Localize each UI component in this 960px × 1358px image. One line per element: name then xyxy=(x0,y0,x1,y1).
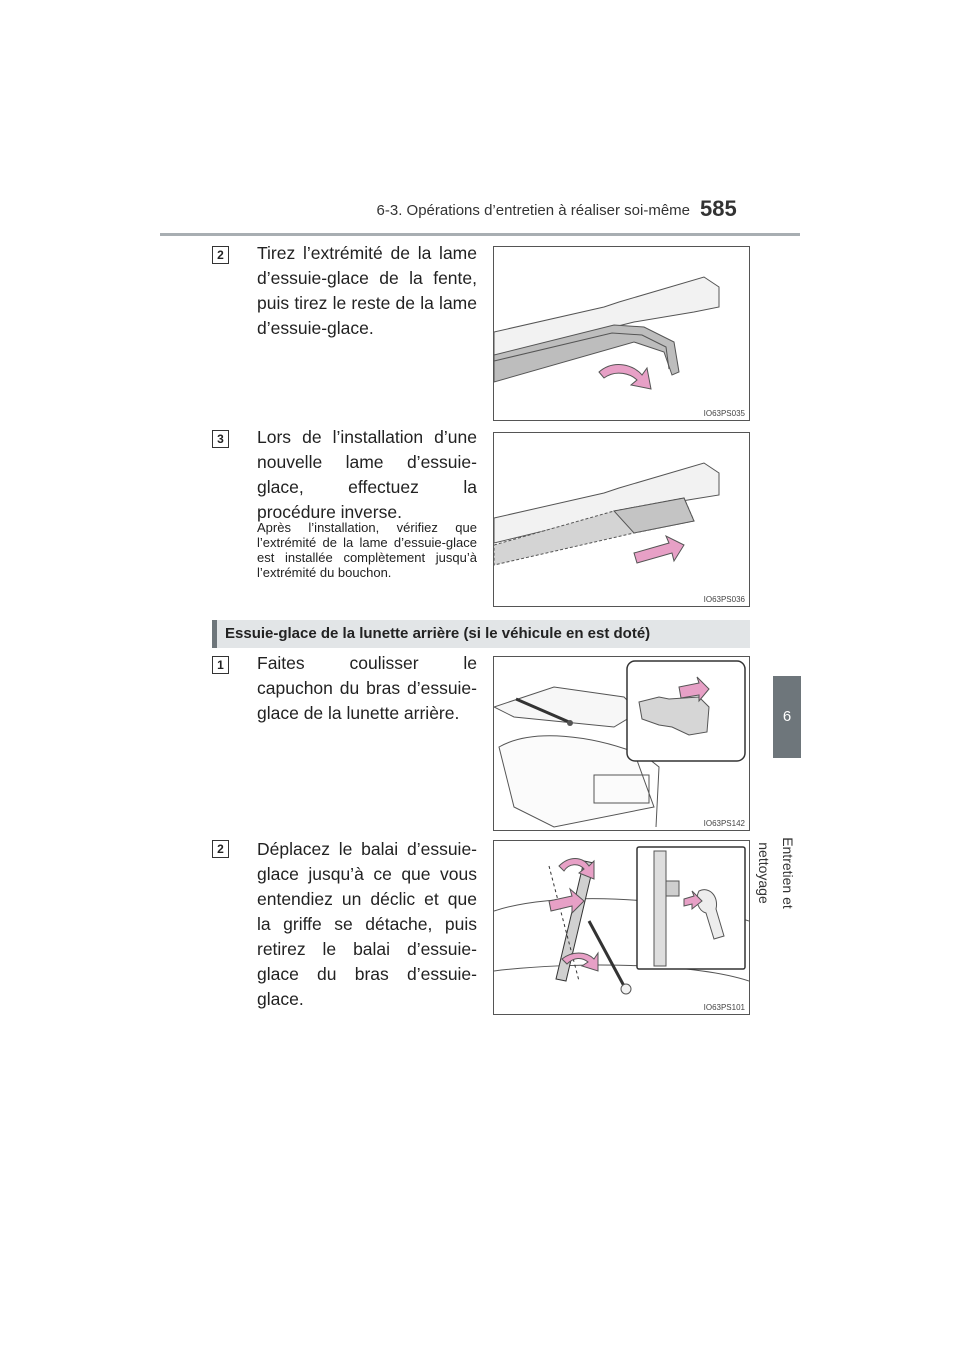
step-text: Déplacez le balai d’essuie-glace jusqu’à ce que vous entendiez un déclic et que la griffe se détache, puis retirez le balai d’essuie-glace du bras d’essuie-glace. xyxy=(257,839,477,1009)
arrow-icon xyxy=(599,365,651,389)
step-text: Tirez l’extrémité de la lame d’essuie-glace de la fente, puis tirez le reste de la lame d’essuie-glace. xyxy=(257,243,477,338)
rear-wiper-cap-illustration xyxy=(494,657,749,830)
figure-wiper-blade-install xyxy=(493,432,750,607)
step-number: 2 xyxy=(212,840,229,858)
figure-rear-wiper-blade-removal xyxy=(493,840,750,1015)
section-accent xyxy=(212,620,217,648)
wiper-blade-install-illustration xyxy=(494,433,749,606)
figure-label: IO63PS142 xyxy=(703,819,745,828)
step-note: Après l’installation, vérifiez que l’extrémité de la lame d’essuie-glace est installée complètement jusqu’à l’extrémité du bouchon. xyxy=(257,520,477,580)
figure-label: IO63PS036 xyxy=(703,595,745,604)
chapter-tab-number: 6 xyxy=(773,676,801,758)
step-number: 2 xyxy=(212,246,229,264)
figure-wiper-blade-removal xyxy=(493,246,750,421)
figure-label: IO63PS035 xyxy=(703,409,745,418)
page-number: 585 xyxy=(700,196,737,221)
section-title: 6-3. Opérations d’entretien à réaliser soi-même xyxy=(376,202,690,219)
arrow-icon xyxy=(634,536,684,563)
header-rule xyxy=(160,233,800,236)
step-number: 1 xyxy=(212,656,229,674)
chapter-tab-label: Entretien et nettoyage xyxy=(756,837,796,909)
figure-label: IO63PS101 xyxy=(703,1003,745,1012)
step-text: Faites coulisser le capuchon du bras d’essuie-glace de la lunette arrière. xyxy=(257,653,477,723)
rear-wiper-blade-illustration xyxy=(494,841,749,1014)
section-heading-text: Essuie-glace de la lunette arrière (si le véhicule en est doté) xyxy=(225,625,651,642)
figure-rear-wiper-cap xyxy=(493,656,750,831)
step-number: 3 xyxy=(212,430,229,448)
wiper-blade-illustration xyxy=(494,247,749,420)
section-heading xyxy=(212,620,750,648)
step-text: Lors de l’installation d’une nouvelle lame d’essuie-glace, effectuez la procédure inverse. xyxy=(257,427,477,522)
